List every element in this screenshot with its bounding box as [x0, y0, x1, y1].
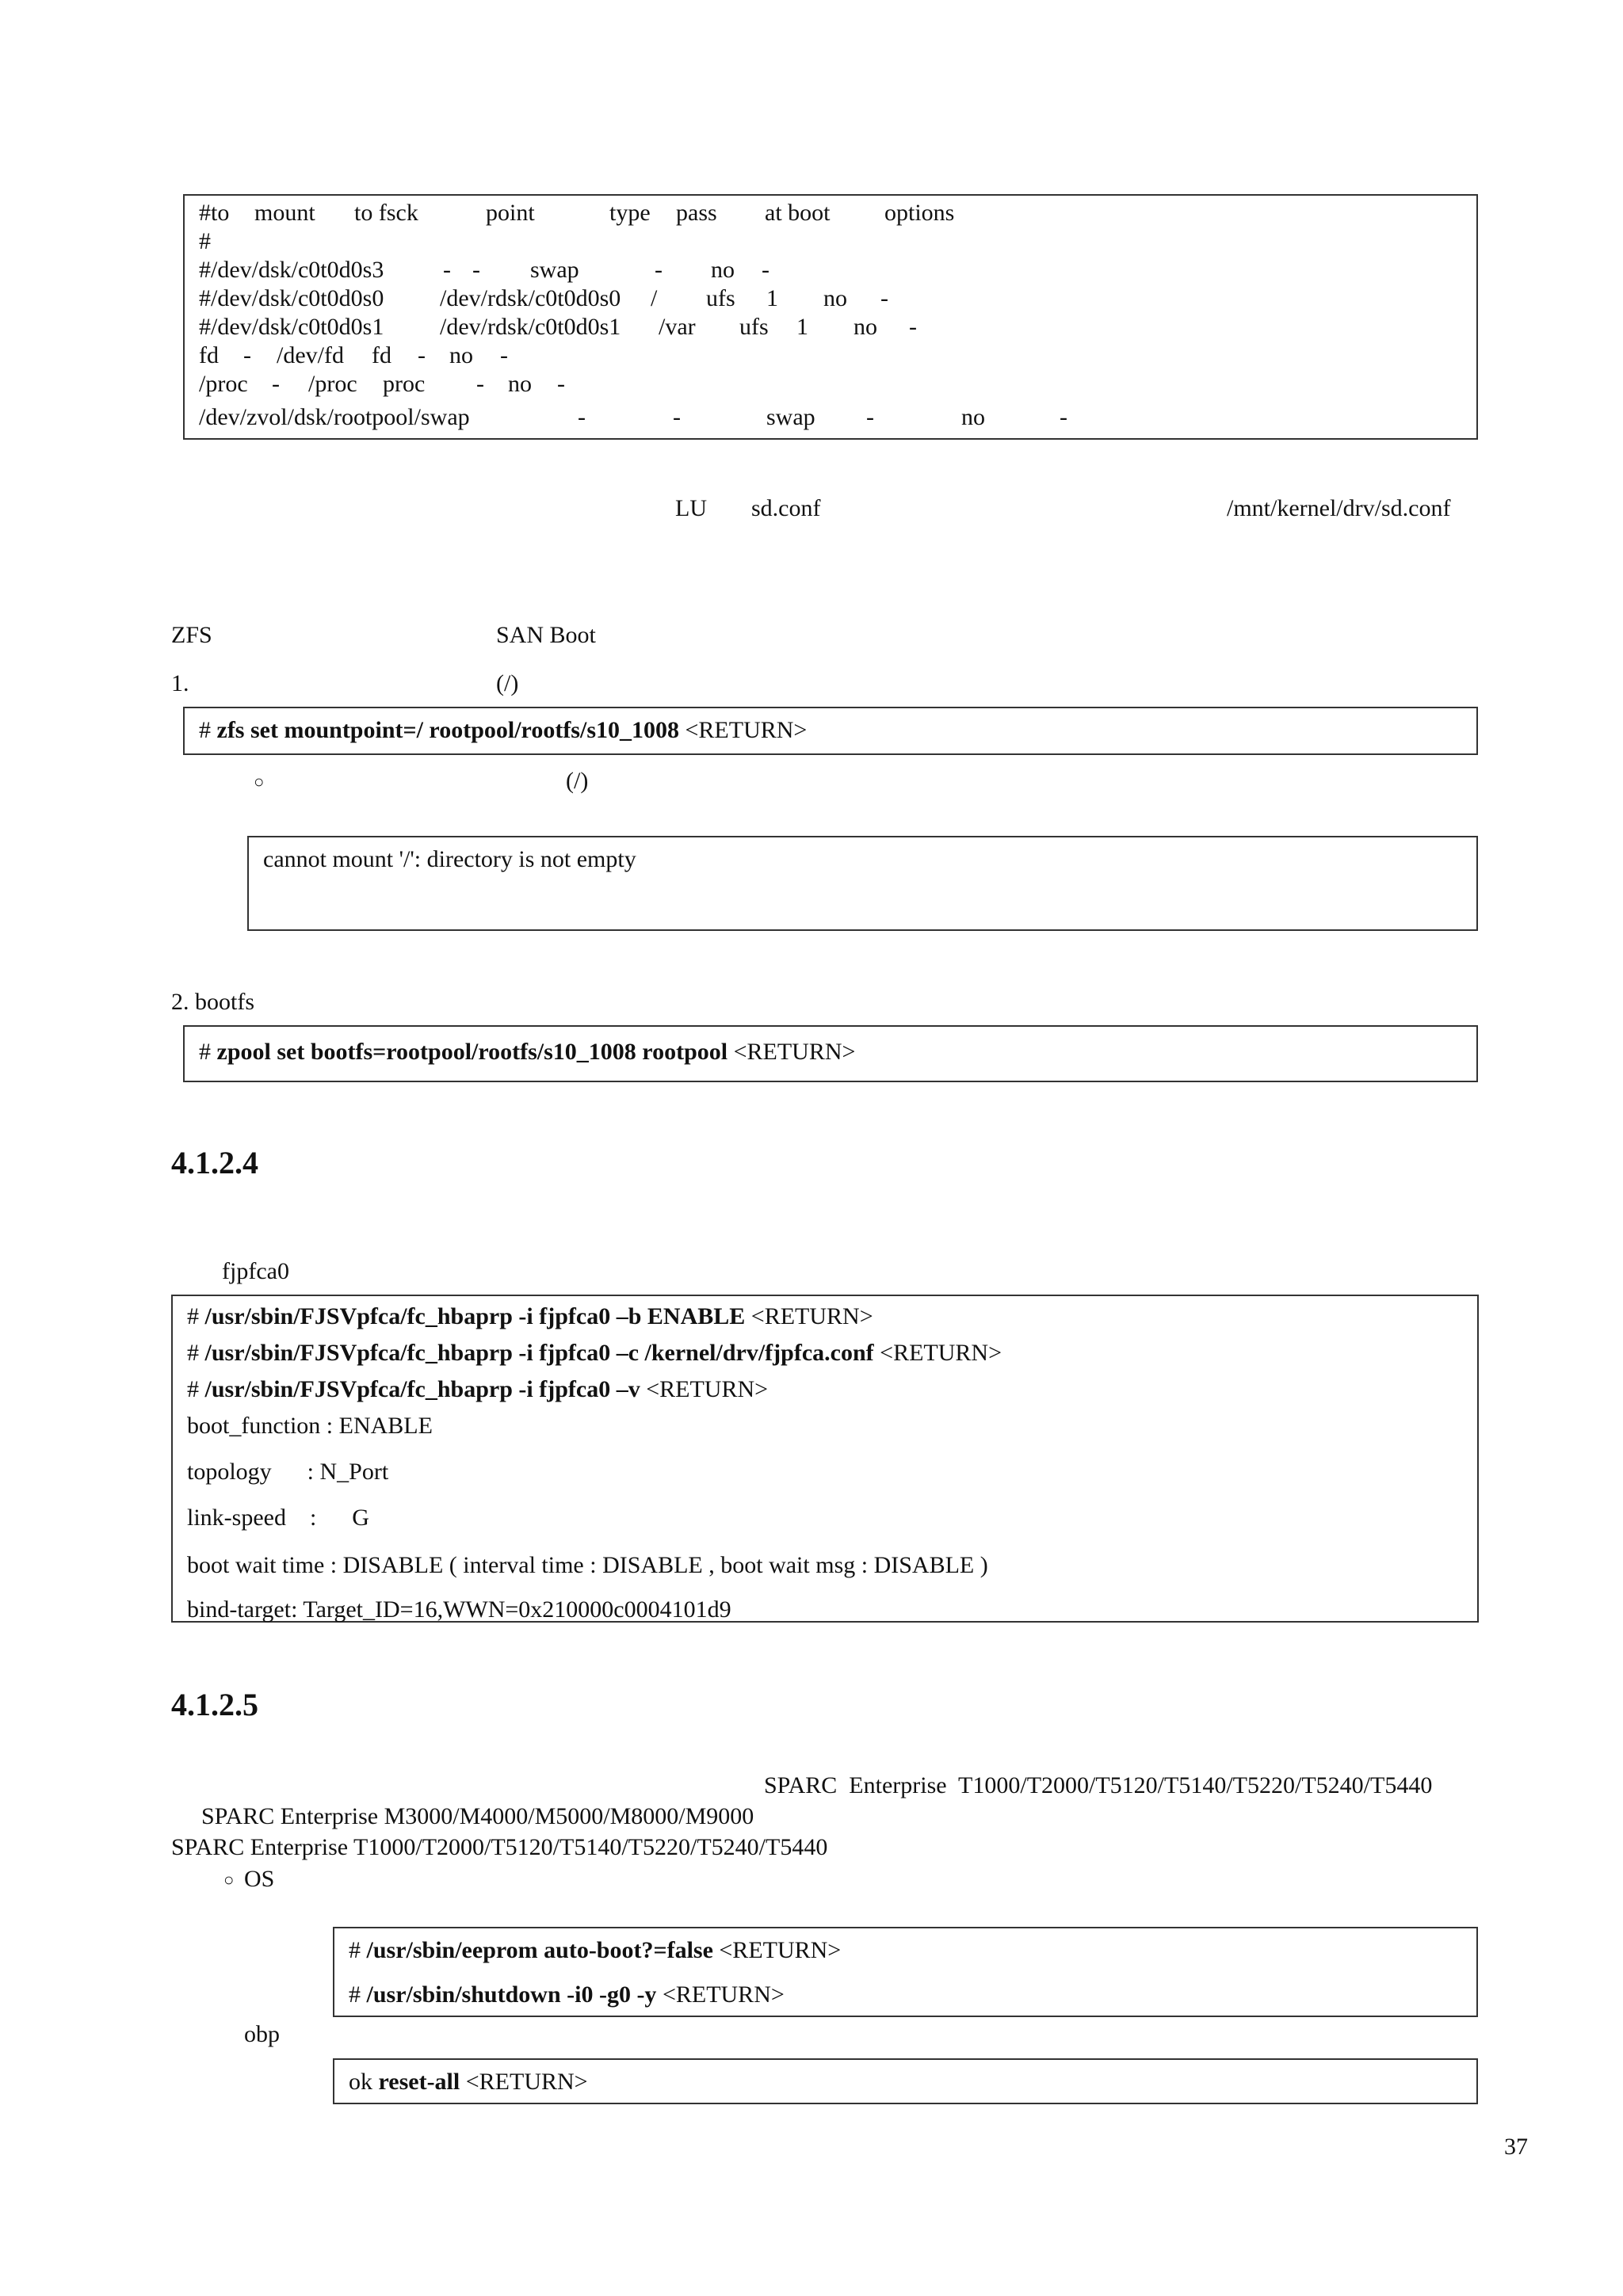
note-1-root: (/)	[566, 768, 589, 794]
vfstab-cell: no	[711, 257, 735, 283]
vfstab-cell: /dev/fd	[277, 342, 344, 368]
return-key-label: <RETURN>	[727, 1039, 856, 1065]
vfstab-cell: -	[557, 371, 565, 397]
bullet-icon: ○	[254, 772, 265, 791]
command-prompt: #	[349, 1981, 367, 2008]
return-key-label: <RETURN>	[656, 1981, 785, 2008]
vfstab-header-cell: #to	[199, 200, 230, 226]
vfstab-cell: /proc	[308, 371, 357, 397]
vfstab-cell: swap	[766, 404, 815, 430]
return-key-label: <RETURN>	[460, 2069, 588, 2095]
eeprom-command-box	[333, 1927, 1478, 2017]
zfs-set-command-box	[183, 707, 1478, 755]
step-1-number: 1.	[171, 670, 189, 696]
vfstab-cell: #/dev/dsk/c0t0d0s0	[199, 285, 384, 311]
command-prompt: ok	[349, 2069, 379, 2095]
command-prompt: #	[187, 1303, 205, 1329]
san-boot-label: SAN Boot	[496, 622, 596, 648]
hba-output-line: link-speed : G	[187, 1505, 369, 1531]
vfstab-cell: -	[909, 314, 917, 340]
vfstab-cell: /var	[659, 314, 696, 340]
vfstab-header-cell: options	[884, 200, 955, 226]
vfstab-cell: -	[880, 285, 888, 311]
return-key-label: <RETURN>	[640, 1376, 769, 1402]
vfstab-cell: no	[854, 314, 877, 340]
error-message: cannot mount '/': directory is not empty	[263, 846, 636, 872]
vfstab-cell: fd	[199, 342, 219, 368]
vfstab-cell: proc	[383, 371, 426, 397]
command-text: /usr/sbin/FJSVpfca/fc_hbaprp -i fjpfca0 –v	[204, 1376, 640, 1402]
lu-label: LU	[675, 495, 707, 521]
vfstab-cell: 1	[796, 314, 808, 340]
command-text: zfs set mountpoint=/ rootpool/rootfs/s10_1008	[216, 717, 679, 743]
zfs-label: ZFS	[171, 622, 212, 648]
command-text: reset-all	[378, 2069, 460, 2095]
command-text: /usr/sbin/shutdown -i0 -g0 -y	[366, 1981, 657, 2008]
sparc-models-line-3: SPARC Enterprise T1000/T2000/T5120/T5140/T5220/T5240/T5440	[171, 1834, 828, 1860]
error-message-box	[247, 836, 1478, 931]
command-prompt: #	[187, 1376, 205, 1402]
bullet-icon: ○	[223, 1870, 235, 1890]
vfstab-cell: no	[508, 371, 532, 397]
command-prompt: #	[199, 717, 217, 743]
section-heading-4124: 4.1.2.4	[171, 1145, 258, 1180]
vfstab-cell: -	[673, 404, 681, 430]
command-prompt: #	[199, 1039, 217, 1065]
vfstab-cell: #	[199, 228, 211, 254]
hba-output-line: boot_function : ENABLE	[187, 1413, 433, 1439]
return-key-label: <RETURN>	[873, 1340, 1002, 1366]
vfstab-header-cell: to fsck	[354, 200, 418, 226]
vfstab-header-cell: pass	[676, 200, 717, 226]
vfstab-cell: /dev/rdsk/c0t0d0s1	[440, 314, 621, 340]
vfstab-cell: /dev/rdsk/c0t0d0s0	[440, 285, 621, 311]
vfstab-cell: ufs	[706, 285, 735, 311]
vfstab-cell: no	[823, 285, 847, 311]
vfstab-cell: 1	[766, 285, 778, 311]
vfstab-header-cell: type	[609, 200, 651, 226]
vfstab-cell: -	[472, 257, 480, 283]
command-text: zpool set bootfs=rootpool/rootfs/s10_1008 rootpool	[216, 1039, 728, 1065]
vfstab-cell: -	[762, 257, 769, 283]
vfstab-cell: ufs	[739, 314, 769, 340]
obp-label: obp	[244, 2021, 280, 2047]
vfstab-cell: -	[1060, 404, 1067, 430]
reset-all-command-box	[333, 2058, 1478, 2104]
vfstab-cell: /dev/zvol/dsk/rootpool/swap	[199, 404, 470, 430]
page-number: 37	[1504, 2134, 1528, 2160]
hba-output-line: bind-target: Target_ID=16,WWN=0x210000c0004101d9	[187, 1596, 731, 1623]
vfstab-cell: -	[866, 404, 874, 430]
return-key-label: <RETURN>	[679, 717, 808, 743]
reset-all-command	[349, 2068, 588, 2096]
hba-command-enable	[187, 1302, 873, 1331]
command-prompt: #	[187, 1340, 205, 1366]
command-prompt: #	[349, 1937, 367, 1963]
hba-output-line: topology : N_Port	[187, 1459, 389, 1485]
sparc-models-line-1: SPARC Enterprise T1000/T2000/T5120/T5140/T5220/T5240/T5440	[764, 1772, 1433, 1798]
vfstab-header-cell: at boot	[765, 200, 831, 226]
return-key-label: <RETURN>	[712, 1937, 842, 1963]
vfstab-cell: -	[476, 371, 484, 397]
vfstab-cell: -	[578, 404, 586, 430]
vfstab-cell: #/dev/dsk/c0t0d0s3	[199, 257, 384, 283]
vfstab-header-cell: point	[486, 200, 535, 226]
sd-conf-label: sd.conf	[751, 495, 821, 521]
step-1-root: (/)	[496, 670, 519, 696]
return-key-label: <RETURN>	[745, 1303, 873, 1329]
command-text: /usr/sbin/FJSVpfca/fc_hbaprp -i fjpfca0 –c /kernel/drv/fjpfca.conf	[204, 1340, 874, 1366]
vfstab-cell: #/dev/dsk/c0t0d0s1	[199, 314, 384, 340]
vfstab-cell: -	[418, 342, 426, 368]
command-text: /usr/sbin/FJSVpfca/fc_hbaprp -i fjpfca0 –b ENABLE	[204, 1303, 746, 1329]
zfs-set-command	[199, 716, 807, 745]
step-2-label: 2. bootfs	[171, 989, 254, 1015]
vfstab-cell: swap	[530, 257, 579, 283]
sd-conf-path: /mnt/kernel/drv/sd.conf	[1227, 495, 1451, 521]
vfstab-cell: -	[443, 257, 451, 283]
hba-output-line: boot wait time : DISABLE ( interval time : DISABLE , boot wait msg : DISABLE )	[187, 1552, 988, 1578]
os-label: OS	[244, 1866, 275, 1892]
vfstab-box	[183, 194, 1478, 440]
vfstab-cell: -	[500, 342, 508, 368]
vfstab-cell: /proc	[199, 371, 248, 397]
hba-command-conf	[187, 1339, 1002, 1367]
vfstab-cell: fd	[372, 342, 391, 368]
vfstab-cell: no	[449, 342, 473, 368]
vfstab-cell: -	[655, 257, 663, 283]
vfstab-cell: -	[272, 371, 280, 397]
zpool-set-command	[199, 1038, 855, 1066]
hba-command-view	[187, 1375, 768, 1404]
shutdown-command	[349, 1981, 785, 2009]
vfstab-cell: -	[243, 342, 251, 368]
sparc-models-line-2: SPARC Enterprise M3000/M4000/M5000/M8000/M9000	[201, 1803, 754, 1829]
fjpfca-label: fjpfca0	[222, 1258, 289, 1284]
vfstab-header-cell: mount	[254, 200, 315, 226]
hba-command-box	[171, 1295, 1479, 1623]
section-heading-4125: 4.1.2.5	[171, 1687, 258, 1722]
zpool-set-command-box	[183, 1025, 1478, 1082]
eeprom-command	[349, 1936, 841, 1965]
command-text: /usr/sbin/eeprom auto-boot?=false	[366, 1937, 713, 1963]
vfstab-cell: no	[961, 404, 985, 430]
vfstab-cell: /	[651, 285, 658, 311]
